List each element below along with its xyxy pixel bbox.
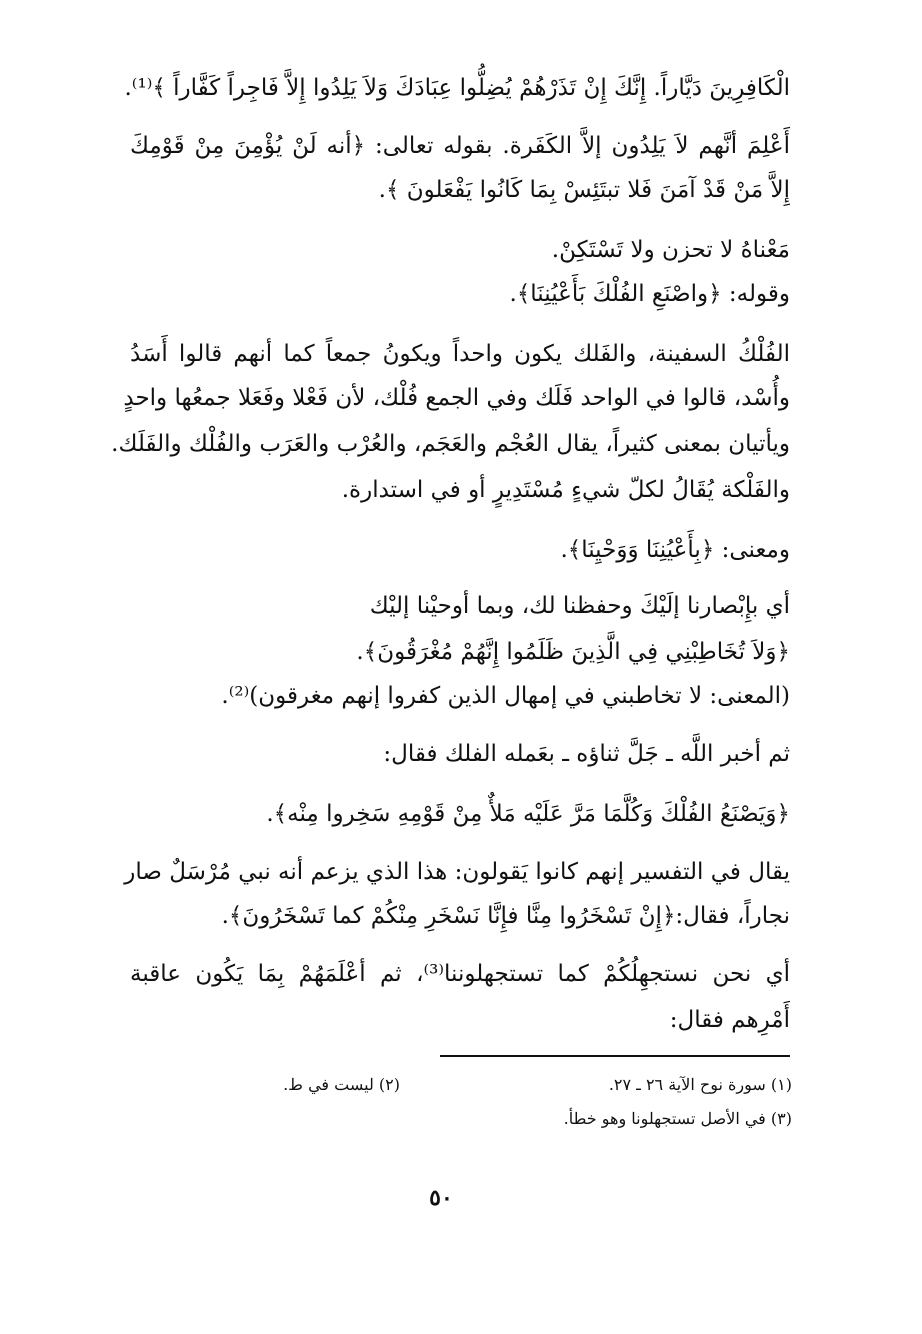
text-line-12: ﴿وَلاَ تُخَاطِبْنِي فِي الَّذِينَ ظَلَمُوا إِنَّهُمْ مُغْرَقُونَ﴾. [356,639,790,665]
footnote-3: (٣) في الأصل تستجهلونا وهو خطأ. [563,1109,792,1128]
text-line-3: إِلاَّ مَنْ قَدْ آمَنَ فَلا تبتَئِسْ بِمَا كَانُوا يَفْعَلونَ ﴾. [378,177,790,203]
text-line-7: وأُسْد، قالوا في الواحد فَلَك وفي الجمع فُلْك، لأن فَعْلا وفَعَلا جمعُها واحدٍ [123,385,790,411]
text-line-16: يقال في التفسير إنهم كانوا يَقولون: هذا الذي يزعم أنه نبي مُرْسَلٌ صار [124,859,790,885]
footnote-2: (٢) ليست في ط. [283,1075,400,1094]
text-line-18: أي نحن نستجهِلُكُمْ كما تستجهلوننا⁽³⁾، ثم أعْلَمَهُمْ بِمَا يَكُون عاقبة [130,961,790,987]
page-number: ٥٠ [429,1185,453,1211]
text-line-8: ويأتيان بمعنى كثيراً، يقال العُجْم والعَجَم، والعُرْب والعَرَب والفُلْك والفَلَك. [111,431,790,457]
text-line-6: الفُلْكُ السفينة، والفَلك يكون واحداً ويكونُ جمعاً كما أنهم قالوا أَسَدُ [130,341,790,367]
text-line-19: أَمْرِهم فقال: [669,1007,790,1033]
text-line-11: أي بإِبْصارنا إلَيْكَ وحفظنا لك، وبما أوحيْنا إليْك [369,593,790,619]
text-line-4: مَعْناهُ لا تحزن ولا تَسْتَكِنْ. [551,237,790,263]
footnote-1: (١) سورة نوح الآية ٢٦ ـ ٢٧. [608,1075,792,1094]
text-line-9: والفَلْكة يُقَالُ لكلّ شيءٍ مُسْتَدِيرٍ أو في استدارة. [341,477,790,503]
text-line-17: نجاراً، فقال:﴿إِنْ تَسْخَرُوا مِنَّا فإِنَّا نَسْخَرِ مِنْكُمْ كما تَسْخَرُونَ﴾. [221,903,790,929]
text-line-1: الْكَافِرِينَ دَيَّاراً. إِنَّكَ إِنْ تَذَرْهُمْ يُضِلُّوا عِبَادَكَ وَلاَ يَلِدُوا إِلاَّ فَاجِراً كَفَّاراً ﴾⁽¹⁾. [124,75,790,101]
text-line-13: (المعنى: لا تخاطبني في إمهال الذين كفروا إنهم مغرقون)⁽²⁾. [221,683,790,709]
text-line-10: ومعنى: ﴿بِأَعْيُنِنَا وَوَحْيِنَا﴾. [560,537,790,563]
text-line-15: ﴿وَيَصْنَعُ الفُلْكَ وَكُلَّمَا مَرَّ عَلَيْه مَلأٌ مِنْ قَوْمِهِ سَخِروا مِنْه﴾. [266,801,790,827]
footnote-divider [440,1055,790,1057]
text-line-2: أَعْلِمَ أنَّهم لاَ يَلِدُون إلاَّ الكَفَرة. بقوله تعالى: ﴿أنه لَنْ يُؤْمِنَ مِنْ قَوْمِكَ [130,133,790,159]
text-line-5: وقوله: ﴿واصْنَعِ الفُلْكَ بَأَعْيُنِنَا﴾. [509,281,790,307]
text-line-14: ثم أخبر اللَّه ـ جَلَّ ثناؤه ـ بعَمله الفلك فقال: [383,741,790,767]
